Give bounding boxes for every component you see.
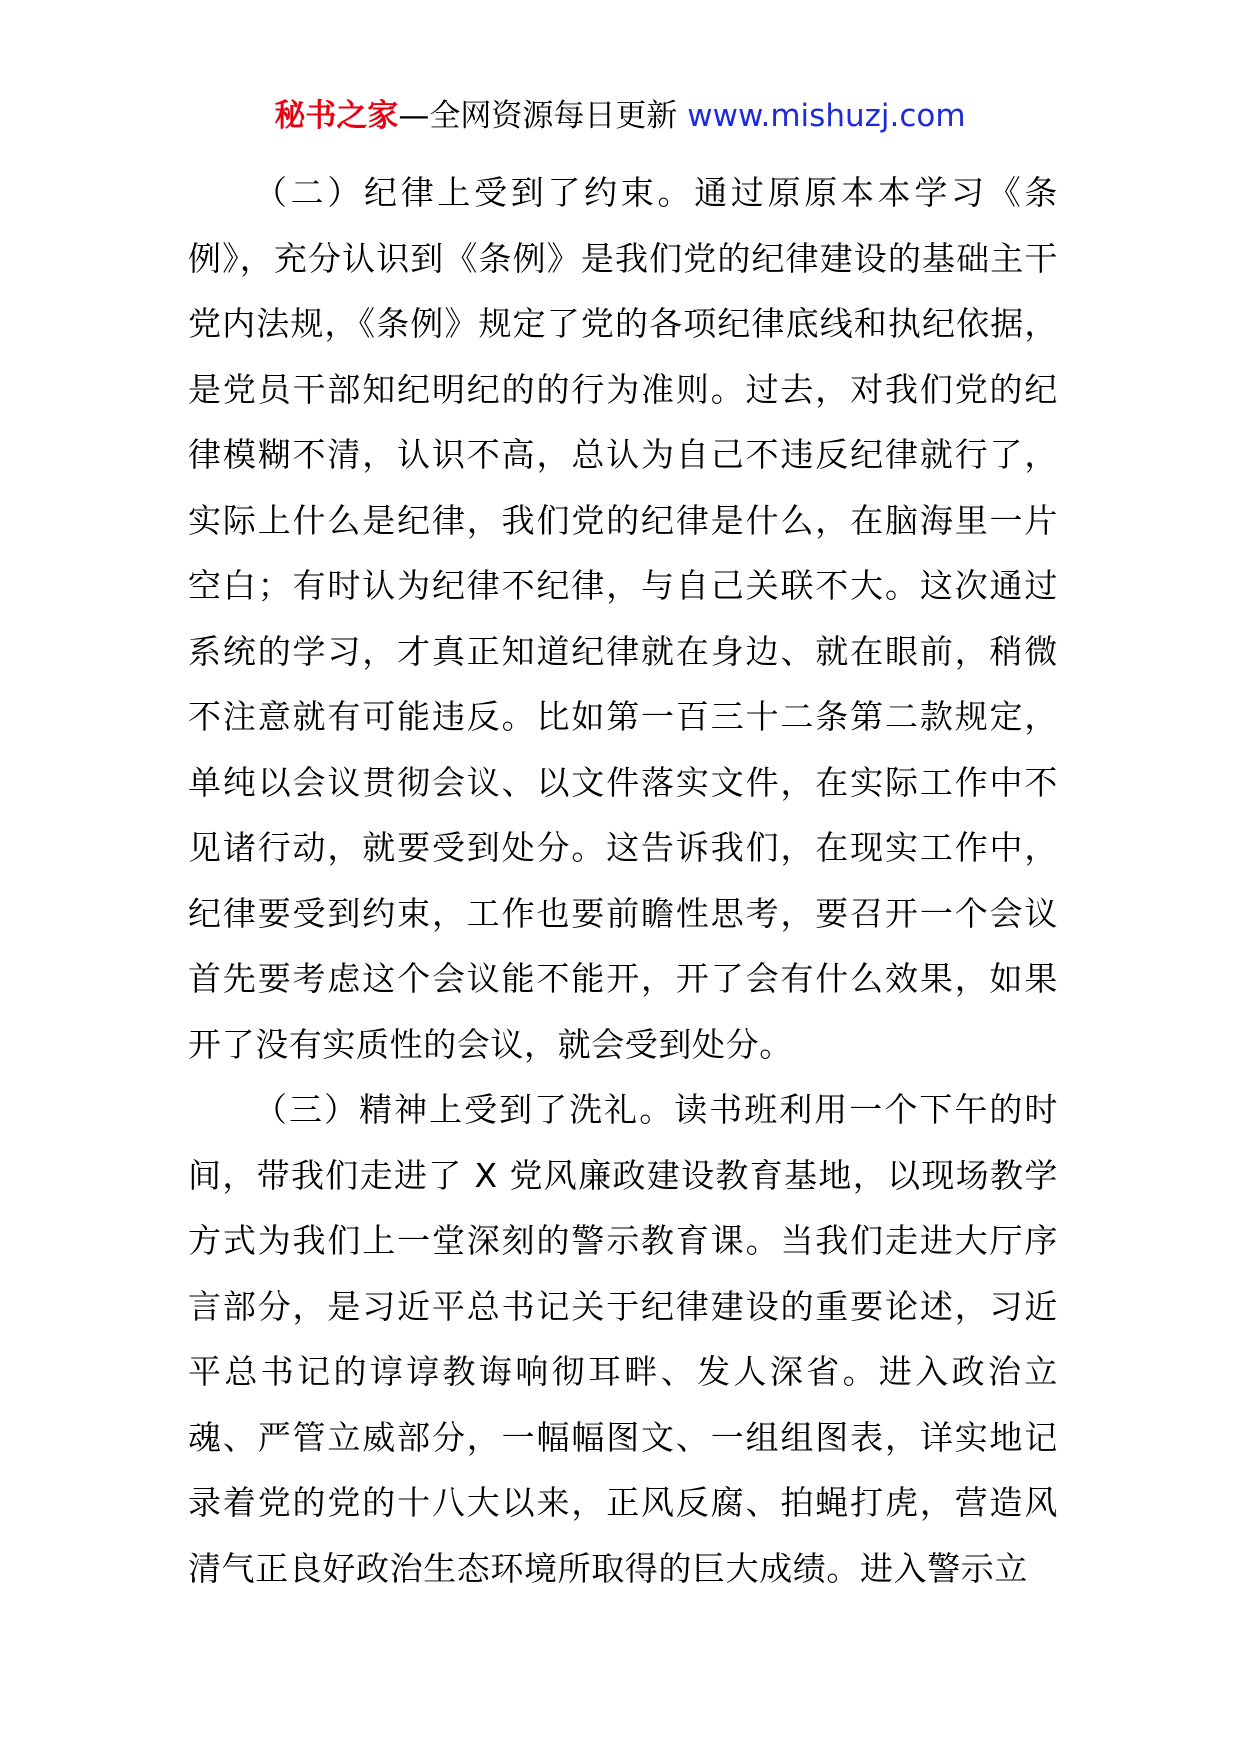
header-tagline: —全网资源每日更新	[398, 98, 678, 134]
site-url-link[interactable]: www.mishuzj.com	[687, 98, 966, 134]
paragraph-discipline: （二）纪律上受到了约束。通过原原本本学习《条例》，充分认识到《条例》是我们党的纪律建设的基础主干党内法规，《条例》规定了党的各项纪律底线和执纪依据，是党员干部知纪明纪的的行为准则。过去，对我们党的纪律模糊不清，认识不高，总认为自己不违反纪律就行了，实际上什么是纪律，我们党的纪律是什么，在脑海里一片空白；有时认为纪律不纪律，与自己关联不大。这次通过系统的学习，才真正知道纪律就在身边、就在眼前，稍微不注意就有可能违反。比如第一百三十二条第二款规定，单纯以会议贯彻会议、以文件落实文件，在实际工作中不见诸行动，就要受到处分。这告诉我们，在现实工作中，纪律要受到约束，工作也要前瞻性思考，要召开一个会议首先要考虑这个会议能不能开，开了会有什么效果，如果开了没有实质性的会议，就会受到处分。	[188, 173, 1058, 1064]
document-body	[188, 160, 1058, 1601]
paragraph-spirit: （三）精神上受到了洗礼。读书班利用一个下午的时间，带我们走进了 X 党风廉政建设教育基地，以现场教学方式为我们上一堂深刻的警示教育课。当我们走进大厅序言部分，是习近平总书记关于纪律建设的重要论述，习近平总书记的谆谆教诲响彻耳畔、发人深省。进入政治立魂、严管立威部分，一幅幅图文、一组组图表，详实地记录着党的党的十八大以来，正风反腐、拍蝇打虎，营造风清气正良好政治生态环境所取得的巨大成绩。进入警示立	[188, 1090, 1058, 1588]
site-header	[0, 96, 1240, 136]
brand-name: 秘书之家	[274, 98, 399, 134]
